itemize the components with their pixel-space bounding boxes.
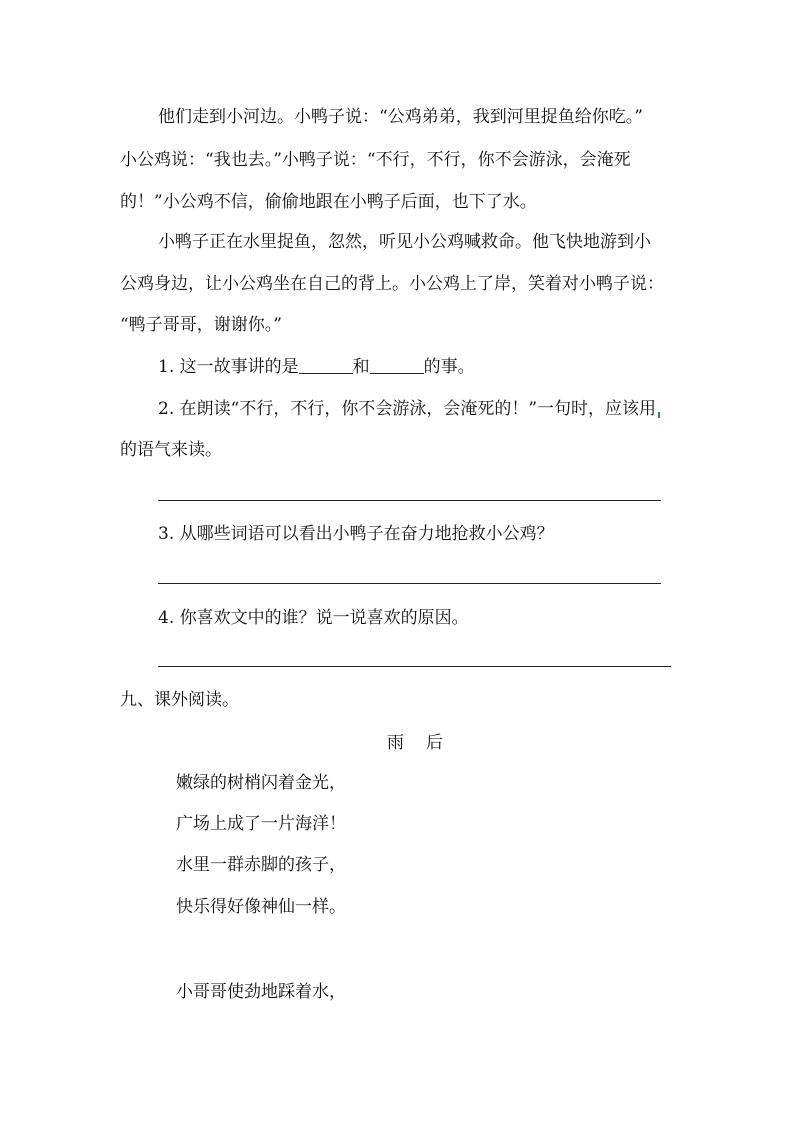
cursor-mark-icon [658,412,660,418]
question-1-suffix: 的事。 [423,357,475,377]
poem-title: 雨后 [387,733,465,753]
story-line-6: “鸭子哥哥，谢谢你。” [120,315,282,335]
answer-line-q4[interactable] [158,666,671,667]
poem-line-1: 嫩绿的树梢闪着金光， [176,773,346,793]
question-2-line-2: 的语气来读。 [120,440,222,460]
poem-line-5: 小哥哥使劲地踩着水， [176,982,346,1002]
story-line-4: 小鸭子正在水里捉鱼，忽然，听见小公鸡喊救命。他飞快地游到小 [158,232,651,252]
section-9-heading: 九、课外阅读。 [120,690,239,710]
answer-blank-1[interactable] [299,355,353,374]
question-1-middle: 和 [352,357,370,377]
question-4: 4. 你喜欢文中的谁？说一说喜欢的原因。 [158,608,469,628]
poem-line-2: 广场上成了一片海洋！ [176,814,346,834]
story-line-2: 小公鸡说：“我也去。”小鸭子说：“不行，不行，你不会游泳，会淹死 [120,150,631,170]
question-2-text: 2. 在朗读“不行，不行，你不会游泳，会淹死的！”一句时，应该用 [158,399,657,419]
poem-line-4: 快乐得好像神仙一样。 [176,897,346,917]
question-3: 3. 从哪些词语可以看出小鸭子在奋力地抢救小公鸡？ [158,524,554,544]
story-line-3: 的！”小公鸡不信，偷偷地跟在小鸭子后面，也下了水。 [120,192,537,212]
question-2-line-1 [158,397,660,421]
poem-line-3: 水里一群赤脚的孩子， [176,855,346,875]
answer-line-q2[interactable] [158,500,661,501]
story-line-1: 他们走到小河边。小鸭子说：“公鸡弟弟，我到河里捉鱼给你吃。” [158,107,643,127]
answer-line-q3[interactable] [158,583,661,584]
answer-blank-2[interactable] [370,355,424,374]
question-1 [158,355,475,379]
question-1-prefix: 1. 这一故事讲的是 [158,357,299,377]
story-line-5: 公鸡身边，让小公鸡坐在自己的背上。小公鸡上了岸，笑着对小鸭子说： [120,274,664,294]
